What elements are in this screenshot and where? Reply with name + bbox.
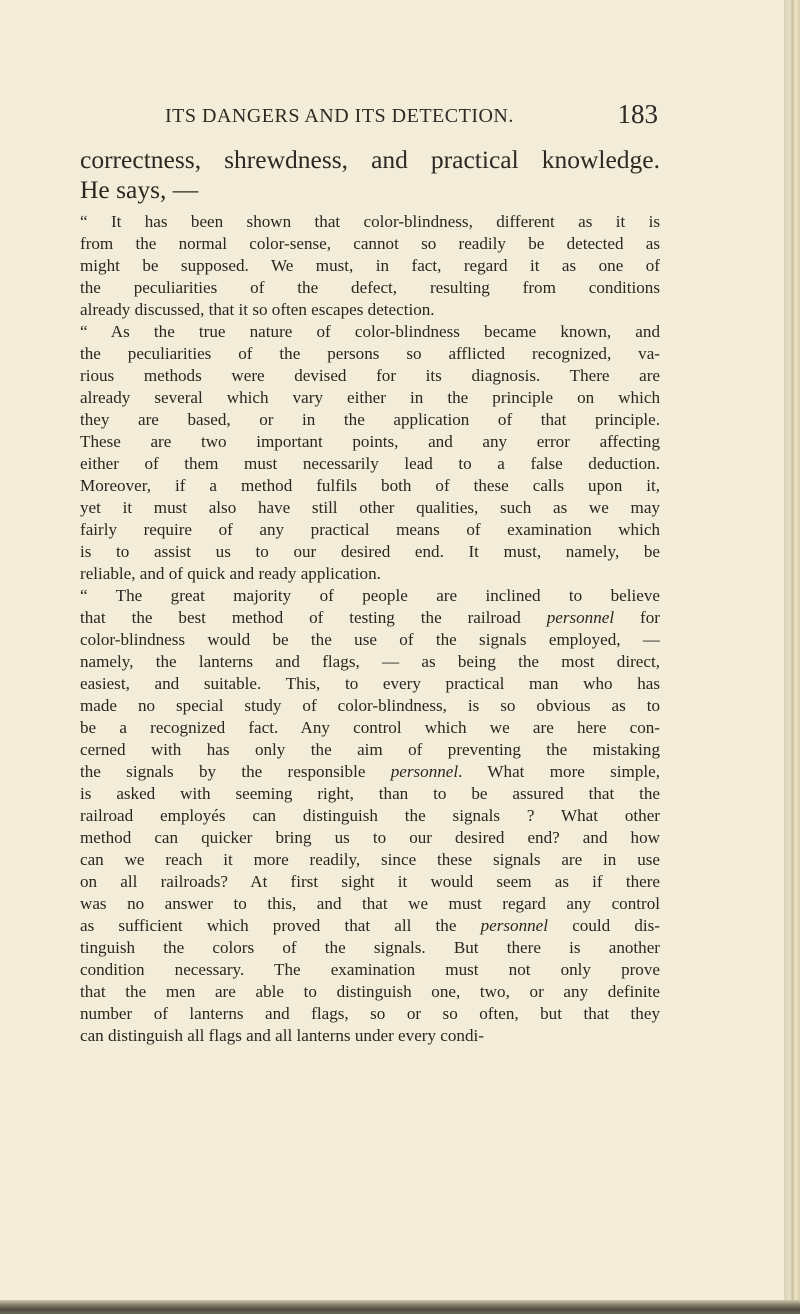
text-line: These are two important points, and any error affecting — [80, 432, 660, 451]
text-line: “ The great majority of people are inclined to believe — [80, 586, 660, 605]
text-line: cerned with has only the aim of preventing the mistaking — [80, 740, 660, 759]
text-line: on all railroads? At first sight it would seem as if there — [80, 872, 660, 891]
text-line: that the best method of testing the railroad personnel for — [80, 608, 660, 627]
text-line: already several which vary either in the principle on which — [80, 388, 660, 407]
lead-line: He says, — — [80, 175, 199, 204]
text-line: was no answer to this, and that we must regard any control — [80, 894, 660, 913]
text-line: from the normal color-sense, cannot so readily be detected as — [80, 234, 660, 253]
quoted-passage — [80, 211, 660, 1047]
page-number: 183 — [617, 99, 658, 129]
text-line: rious methods were devised for its diagnosis. There are — [80, 366, 660, 385]
text-line: reliable, and of quick and ready application. — [80, 564, 381, 583]
text-line: the peculiarities of the persons so afflicted recognized, va- — [80, 344, 660, 363]
text-line: is to assist us to our desired end. It must, namely, be — [80, 542, 660, 561]
paragraph — [80, 211, 660, 321]
lead-line: correctness, shrewdness, and practical knowledge. — [80, 145, 660, 174]
text-line: can distinguish all flags and all lanterns under every condi- — [80, 1026, 484, 1045]
text-line: namely, the lanterns and flags, — as being the most direct, — [80, 652, 660, 671]
text-line: as sufficient which proved that all the personnel could dis- — [80, 916, 660, 935]
text-line: fairly require of any practical means of examination which — [80, 520, 660, 539]
text-line: made no special study of color-blindness, is so obvious as to — [80, 696, 660, 715]
text-line: number of lanterns and flags, so or so often, but that they — [80, 1004, 660, 1023]
page-edge-bottom — [0, 1300, 800, 1314]
text-line: color-blindness would be the use of the signals employed, — — [80, 630, 660, 649]
running-head-title: ITS DANGERS AND ITS DETECTION. — [165, 105, 514, 127]
text-line: the peculiarities of the defect, resulting from conditions — [80, 278, 660, 297]
text-line: tinguish the colors of the signals. But there is another — [80, 938, 660, 957]
text-line: that the men are able to distinguish one, two, or any definite — [80, 982, 660, 1001]
text-line: already discussed, that it so often escapes detection. — [80, 300, 435, 319]
running-head — [165, 99, 658, 129]
text-line: yet it must also have still other qualities, such as we may — [80, 498, 660, 517]
text-line: condition necessary. The examination must not only prove — [80, 960, 660, 979]
page-edge-right — [784, 0, 800, 1314]
text-line: “ As the true nature of color-blindness became known, and — [80, 322, 660, 341]
text-line: the signals by the responsible personnel. What more simple, — [80, 762, 661, 781]
paragraph — [80, 321, 660, 585]
paragraph — [80, 585, 660, 1047]
text-line: might be supposed. We must, in fact, regard it as one of — [80, 256, 660, 275]
text-line: Moreover, if a method fulfils both of these calls upon it, — [80, 476, 660, 495]
text-line: is asked with seeming right, than to be assured that the — [80, 784, 660, 803]
text-line: method can quicker bring us to our desired end? and how — [80, 828, 660, 847]
text-line: easiest, and suitable. This, to every practical man who has — [80, 674, 660, 693]
text-line: they are based, or in the application of that principle. — [80, 410, 660, 429]
text-line: railroad employés can distinguish the signals ? What other — [80, 806, 660, 825]
lead-text — [80, 145, 660, 205]
text-line: can we reach it more readily, since these signals are in use — [80, 850, 660, 869]
text-line: be a recognized fact. Any control which we are here con- — [80, 718, 660, 737]
text-line: “ It has been shown that color-blindness, different as it is — [80, 212, 660, 231]
text-line: either of them must necessarily lead to a false deduction. — [80, 454, 660, 473]
